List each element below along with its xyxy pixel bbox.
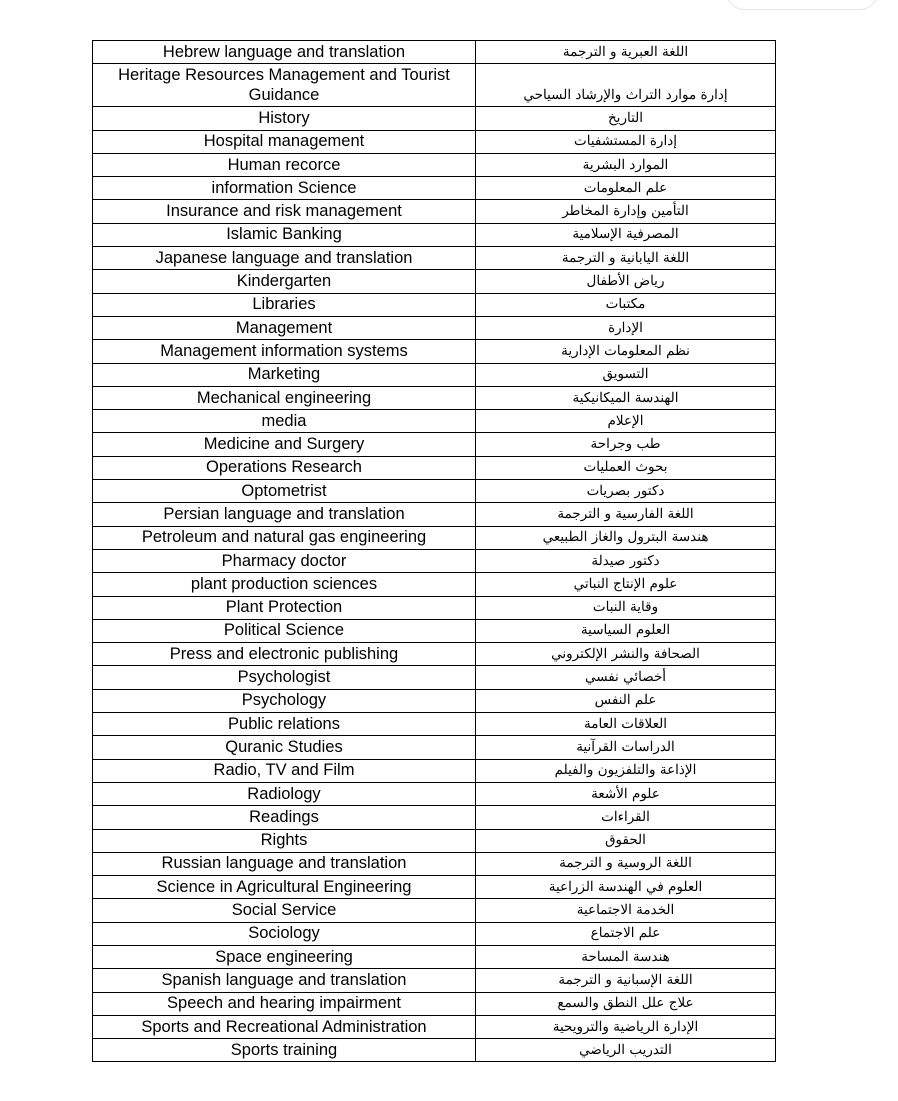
english-term-cell: Mechanical engineering [93, 386, 476, 409]
table-row [93, 852, 776, 875]
arabic-term-cell: علم المعلومات [476, 177, 776, 200]
table-row [93, 316, 776, 339]
table-row [93, 456, 776, 479]
table-row [93, 503, 776, 526]
english-term-cell: Radiology [93, 782, 476, 805]
table-row [93, 386, 776, 409]
arabic-term-cell: اللغة الفارسية و الترجمة [476, 503, 776, 526]
arabic-term-cell: علاج علل النطق والسمع [476, 992, 776, 1015]
english-term-cell: Speech and hearing impairment [93, 992, 476, 1015]
arabic-term-cell: الصحافة والنشر الإلكتروني [476, 643, 776, 666]
arabic-term-cell: أخصائي نفسي [476, 666, 776, 689]
english-term-cell: Japanese language and translation [93, 247, 476, 270]
english-term-cell: Press and electronic publishing [93, 643, 476, 666]
arabic-term-cell: المصرفية الإسلامية [476, 223, 776, 246]
english-term-cell: Islamic Banking [93, 223, 476, 246]
table-row [93, 107, 776, 130]
arabic-term-cell: الموارد البشرية [476, 153, 776, 176]
arabic-term-cell: اللغة الإسبانية و الترجمة [476, 969, 776, 992]
arabic-term-cell: علم النفس [476, 689, 776, 712]
english-term-cell: Petroleum and natural gas engineering [93, 526, 476, 549]
english-term-cell: Management information systems [93, 340, 476, 363]
arabic-term-cell: الهندسة الميكانيكية [476, 386, 776, 409]
table-row [93, 270, 776, 293]
translation-table-body [93, 41, 776, 1062]
english-term-cell: History [93, 107, 476, 130]
arabic-term-cell: دكتور صيدلة [476, 549, 776, 572]
table-row [93, 806, 776, 829]
table-row [93, 992, 776, 1015]
english-term-cell: Pharmacy doctor [93, 549, 476, 572]
arabic-term-cell: رياض الأطفال [476, 270, 776, 293]
english-term-cell: Marketing [93, 363, 476, 386]
english-term-cell: Public relations [93, 713, 476, 736]
table-row [93, 666, 776, 689]
arabic-term-cell: الإعلام [476, 410, 776, 433]
arabic-term-cell: اللغة الروسية و الترجمة [476, 852, 776, 875]
english-term-cell: Hebrew language and translation [93, 41, 476, 64]
arabic-term-cell: العلوم في الهندسة الزراعية [476, 876, 776, 899]
english-term-cell: Social Service [93, 899, 476, 922]
arabic-term-cell: هندسة المساحة [476, 945, 776, 968]
english-term-cell: Sports training [93, 1039, 476, 1062]
english-term-cell: Plant Protection [93, 596, 476, 619]
arabic-term-cell: علوم الأشعة [476, 782, 776, 805]
english-term-cell: Hospital management [93, 130, 476, 153]
arabic-term-cell: العلوم السياسية [476, 619, 776, 642]
table-row [93, 945, 776, 968]
table-row [93, 410, 776, 433]
table-row [93, 480, 776, 503]
table-row [93, 899, 776, 922]
english-term-cell: Psychologist [93, 666, 476, 689]
table-row [93, 549, 776, 572]
arabic-term-cell: طب وجراحة [476, 433, 776, 456]
english-term-cell: Libraries [93, 293, 476, 316]
table-row [93, 340, 776, 363]
english-term-cell: Spanish language and translation [93, 969, 476, 992]
english-term-cell: Sociology [93, 922, 476, 945]
arabic-term-cell: اللغة العبرية و الترجمة [476, 41, 776, 64]
table-row [93, 782, 776, 805]
table-row [93, 153, 776, 176]
arabic-term-cell: التدريب الرياضي [476, 1039, 776, 1062]
arabic-term-cell: القراءات [476, 806, 776, 829]
table-row [93, 41, 776, 64]
english-term-cell: Readings [93, 806, 476, 829]
english-term-cell: media [93, 410, 476, 433]
english-term-cell: Sports and Recreational Administration [93, 1015, 476, 1038]
arabic-term-cell: الإدارة الرياضية والترويحية [476, 1015, 776, 1038]
arabic-term-cell: هندسة البترول والغاز الطبيعي [476, 526, 776, 549]
english-term-cell: Science in Agricultural Engineering [93, 876, 476, 899]
table-row [93, 363, 776, 386]
english-term-cell: Kindergarten [93, 270, 476, 293]
arabic-term-cell: التاريخ [476, 107, 776, 130]
english-term-cell: Persian language and translation [93, 503, 476, 526]
arabic-term-cell: مكتبات [476, 293, 776, 316]
english-term-cell: Medicine and Surgery [93, 433, 476, 456]
table-row [93, 200, 776, 223]
table-row [93, 433, 776, 456]
table-row [93, 969, 776, 992]
english-term-cell: Human recorce [93, 153, 476, 176]
page-corner-decoration [726, 0, 878, 10]
arabic-term-cell: وقاية النبات [476, 596, 776, 619]
arabic-term-cell: إدارة موارد التراث والإرشاد السياحي [476, 64, 776, 107]
arabic-term-cell: الخدمة الاجتماعية [476, 899, 776, 922]
table-row [93, 876, 776, 899]
table-row [93, 619, 776, 642]
arabic-term-cell: الدراسات القرآنية [476, 736, 776, 759]
arabic-term-cell: التأمين وإدارة المخاطر [476, 200, 776, 223]
table-row [93, 526, 776, 549]
arabic-term-cell: بحوث العمليات [476, 456, 776, 479]
table-row [93, 247, 776, 270]
table-row [93, 759, 776, 782]
english-term-cell: Rights [93, 829, 476, 852]
arabic-term-cell: العلاقات العامة [476, 713, 776, 736]
arabic-term-cell: الحقوق [476, 829, 776, 852]
english-term-cell: Quranic Studies [93, 736, 476, 759]
table-row [93, 922, 776, 945]
english-term-cell: Insurance and risk management [93, 200, 476, 223]
english-term-cell: Optometrist [93, 480, 476, 503]
table-row [93, 713, 776, 736]
english-term-cell: Russian language and translation [93, 852, 476, 875]
english-term-cell: Operations Research [93, 456, 476, 479]
english-term-cell: Psychology [93, 689, 476, 712]
table-row [93, 293, 776, 316]
table-row [93, 643, 776, 666]
arabic-term-cell: الإذاعة والتلفزيون والفيلم [476, 759, 776, 782]
arabic-term-cell: علم الاجتماع [476, 922, 776, 945]
arabic-term-cell: علوم الإنتاج النباتي [476, 573, 776, 596]
arabic-term-cell: التسويق [476, 363, 776, 386]
table-row [93, 1039, 776, 1062]
table-row [93, 223, 776, 246]
table-row [93, 689, 776, 712]
arabic-term-cell: اللغة اليابانية و الترجمة [476, 247, 776, 270]
english-term-cell: Political Science [93, 619, 476, 642]
table-row [93, 596, 776, 619]
translation-table [92, 40, 776, 1062]
english-term-cell: plant production sciences [93, 573, 476, 596]
arabic-term-cell: دكتور بصريات [476, 480, 776, 503]
table-row [93, 736, 776, 759]
english-term-cell: Management [93, 316, 476, 339]
table-row [93, 829, 776, 852]
arabic-term-cell: إدارة المستشفيات [476, 130, 776, 153]
table-row [93, 177, 776, 200]
table-row [93, 1015, 776, 1038]
arabic-term-cell: الإدارة [476, 316, 776, 339]
english-term-cell: information Science [93, 177, 476, 200]
table-row [93, 130, 776, 153]
english-term-cell: Radio, TV and Film [93, 759, 476, 782]
table-row [93, 573, 776, 596]
table-row [93, 64, 776, 107]
english-term-cell: Heritage Resources Management and Tourist Guidance [93, 64, 476, 107]
english-term-cell: Space engineering [93, 945, 476, 968]
arabic-term-cell: نظم المعلومات الإدارية [476, 340, 776, 363]
